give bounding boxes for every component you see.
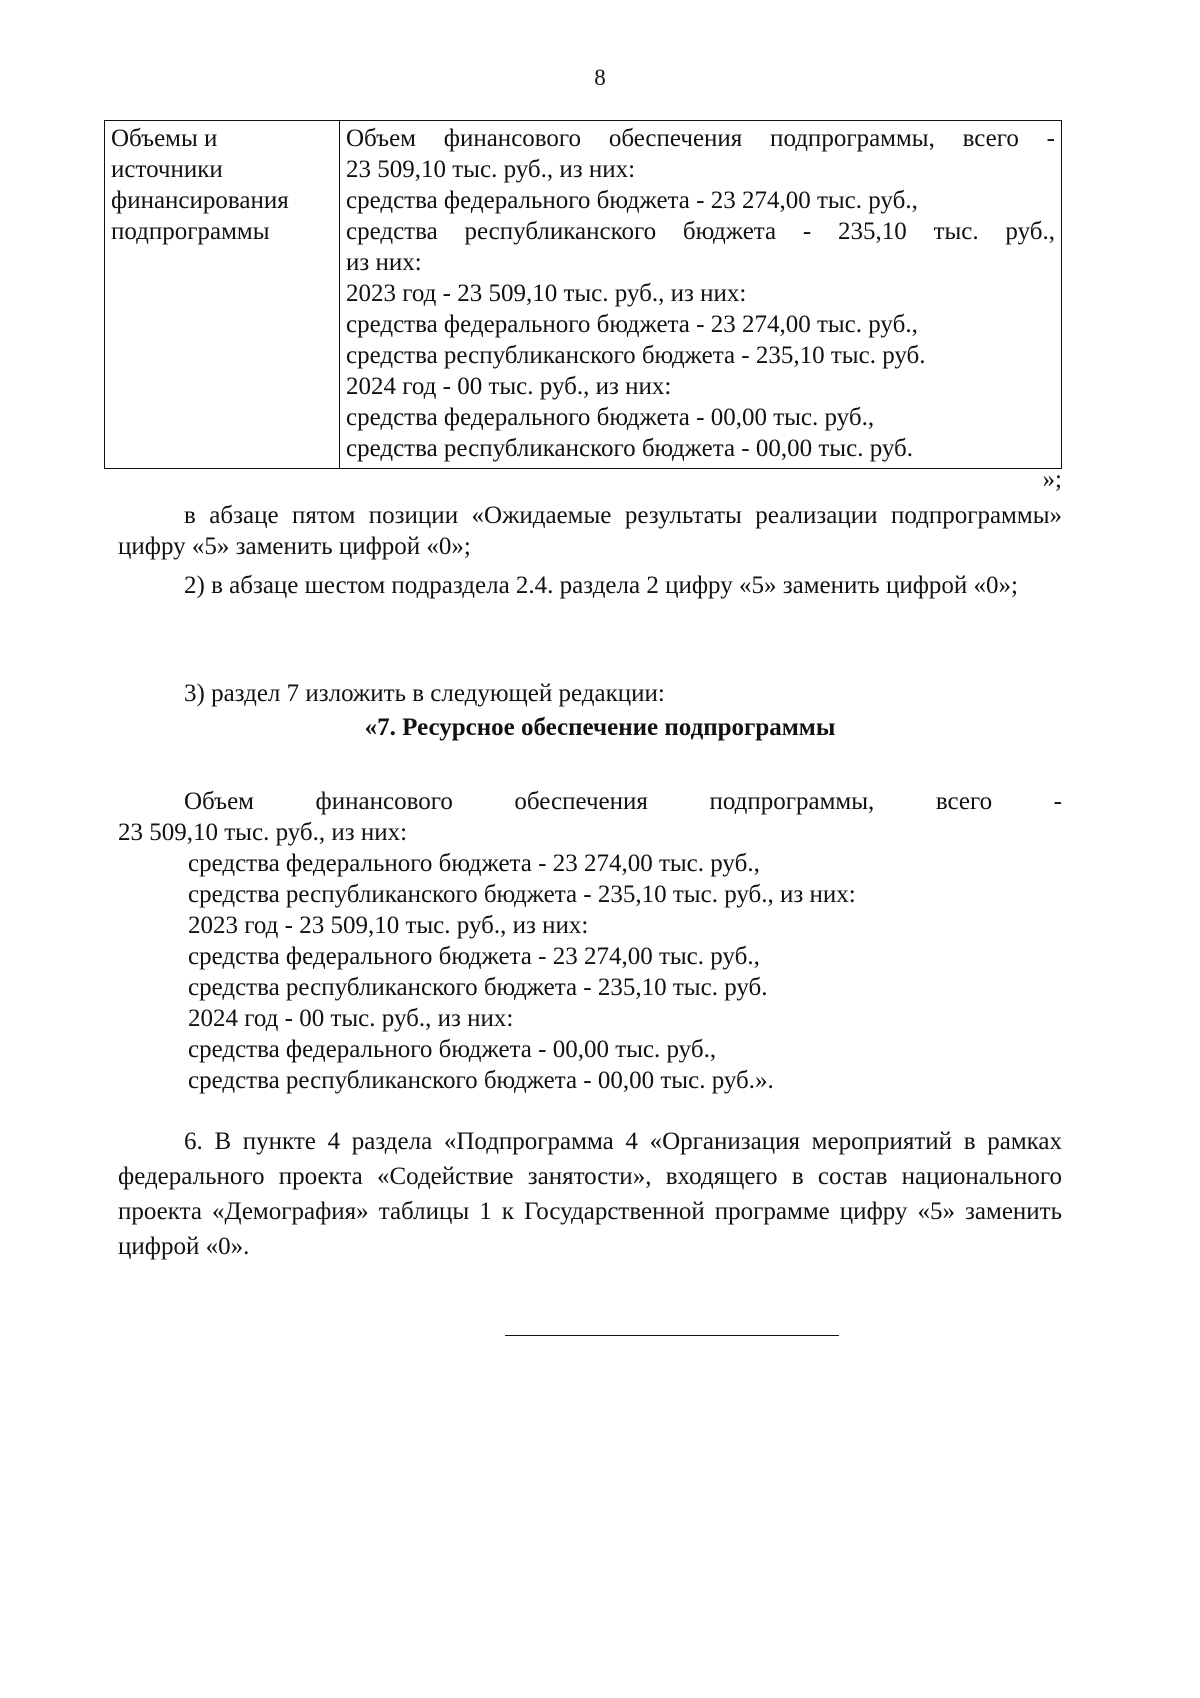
table-label-cell [105, 121, 340, 469]
content-line: средства республиканского бюджета - 00,00 тыс. руб. [346, 435, 914, 462]
content-line: 23 509,10 тыс. руб., из них: [346, 156, 636, 183]
content-line: средства федерального бюджета - 23 274,00 тыс. руб., [346, 311, 918, 338]
financing-table [104, 120, 1062, 469]
content-line: средства федерального бюджета - 00,00 тыс. руб., [346, 404, 875, 431]
section-line: Объем финансового обеспечения подпрограммы, всего - [184, 788, 1062, 815]
paragraph-expected-results [118, 500, 1062, 562]
content-line: Объем финансового обеспечения подпрограммы, всего - [346, 125, 1055, 152]
paragraph-subsection-2-4 [118, 570, 1062, 601]
section-line: средства республиканского бюджета - 235,10 тыс. руб. [188, 974, 768, 1001]
content-line: средства федерального бюджета - 23 274,00 тыс. руб., [346, 187, 918, 214]
content-line: средства республиканского бюджета - 235,10 тыс. руб. [346, 342, 926, 369]
label-line: подпрограммы [111, 218, 270, 245]
paragraph-text: 2) в абзаце шестом подраздела 2.4. раздела 2 цифру «5» заменить цифрой «0»; [184, 572, 1018, 599]
content-line: 2024 год - 00 тыс. руб., из них: [346, 373, 672, 400]
content-line: 2023 год - 23 509,10 тыс. руб., из них: [346, 280, 747, 307]
label-line: Объемы и [111, 125, 218, 152]
label-line: источники [111, 156, 223, 183]
section-line: средства федерального бюджета - 00,00 тыс. руб., [188, 1036, 717, 1063]
section-line: средства федерального бюджета - 23 274,00 тыс. руб., [188, 943, 760, 970]
paragraph-item-6 [118, 1124, 1062, 1264]
section-7-body [118, 786, 1062, 1096]
paragraph-text: в абзаце пятом позиции «Ожидаемые результаты реализации подпрограммы» цифру «5» заменить цифрой «0»; [118, 502, 1062, 560]
table-row [105, 121, 1062, 469]
section-line: 23 509,10 тыс. руб., из них: [118, 819, 408, 846]
section-line: средства федерального бюджета - 23 274,00 тыс. руб., [188, 850, 760, 877]
closing-quote: »; [1042, 466, 1062, 493]
section-line: средства республиканского бюджета - 235,10 тыс. руб., из них: [188, 881, 856, 908]
section-line: средства республиканского бюджета - 00,00 тыс. руб.». [188, 1067, 774, 1094]
section-line: 2023 год - 23 509,10 тыс. руб., из них: [188, 912, 589, 939]
content-line: средства республиканского бюджета - 235,10 тыс. руб., [346, 218, 1055, 245]
content-line: из них: [346, 249, 422, 276]
page-number: 8 [594, 65, 606, 90]
section-line: 2024 год - 00 тыс. руб., из них: [188, 1005, 514, 1032]
label-line: финансирования [111, 187, 289, 214]
section-7-heading: «7. Ресурсное обеспечение подпрограммы [364, 714, 836, 741]
closing-rule [505, 1335, 839, 1336]
paragraph-text: 6. В пункте 4 раздела «Подпрограмма 4 «Организация мероприятий в рамках федерального проекта «Содействие занятости», входящего в состав национального проекта «Демография» таблицы 1 к Государственной программе цифру «5» заменить цифрой «0». [118, 1128, 1062, 1260]
paragraph-text: 3) раздел 7 изложить в следующей редакции: [184, 680, 665, 707]
paragraph-section-7-intro [118, 678, 1062, 709]
table-content-cell [340, 121, 1062, 469]
